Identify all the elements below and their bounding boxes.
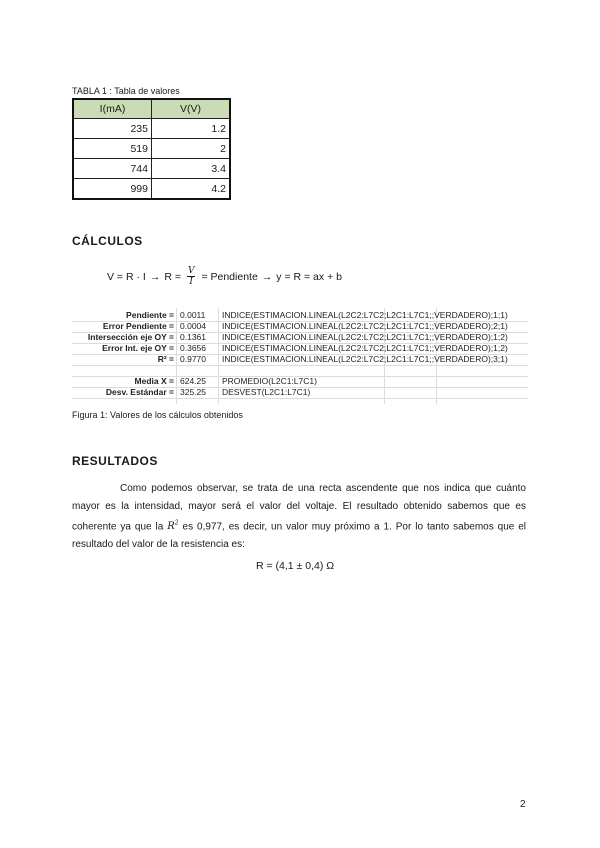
calc-value: 325.25: [180, 387, 206, 397]
formula-part-3: = Pendiente: [201, 270, 258, 283]
calc-value: 0.9770: [180, 354, 206, 364]
fraction-numerator: V: [187, 266, 195, 276]
r-exponent: 2: [174, 520, 179, 527]
arrow-icon: →: [149, 270, 161, 283]
table-row: [73, 119, 230, 139]
calc-label: Error Int. eje OY =: [102, 343, 174, 353]
section-heading-resultados: RESULTADOS: [72, 454, 158, 468]
calc-label: R² =: [157, 354, 174, 364]
calc-formula: INDICE(ESTIMACION.LINEAL(L2C2:L7C2;L2C1:L7C1;;VERDADERO);3;1): [222, 354, 508, 364]
cell-voltage: 4.2: [152, 179, 231, 200]
column-header-voltage: V(V): [152, 99, 231, 119]
calc-formula: DESVEST(L2C1:L7C1): [222, 387, 311, 397]
paragraph-text-start: Como podemos observar, se trata de una recta ascendente que nos indica que cuánto mayor es la intensidad, mayor será el valor del voltaje. El resultado obtenido sabemos que es coherente ya que la: [72, 483, 526, 533]
calc-label: Desv. Estándar =: [105, 387, 174, 397]
values-table: [72, 98, 231, 200]
calc-value: 0.3656: [180, 343, 206, 353]
cell-voltage: 1.2: [152, 119, 231, 139]
ohm-law-formula: [107, 266, 342, 287]
paragraph-text-end: es 0,977, es decir, un valor muy próximo a 1. Por lo tanto sabemos que el resultado del valor de la resistencia es:: [72, 521, 527, 550]
arrow-icon: →: [261, 270, 273, 283]
calc-row-desviacion: [72, 387, 528, 399]
resistance-result: R = (4,1 ± 0,4) Ω: [256, 560, 335, 572]
calc-label: Pendiente =: [126, 310, 174, 320]
page-number: 2: [520, 799, 526, 810]
table-row: [73, 159, 230, 179]
table-caption: TABLA 1 : Tabla de valores: [72, 86, 180, 96]
figure-caption: Figura 1: Valores de los cálculos obtenidos: [72, 410, 243, 420]
cell-voltage: 2: [152, 139, 231, 159]
table-row: [73, 179, 230, 200]
calc-value: 0.1361: [180, 332, 206, 342]
results-paragraph: [72, 480, 526, 553]
fraction-denominator: I: [189, 277, 193, 287]
table-row: [73, 139, 230, 159]
calc-formula: INDICE(ESTIMACION.LINEAL(L2C2:L7C2;L2C1:L7C1;;VERDADERO);1;1): [222, 310, 508, 320]
section-heading-calculos: CÁLCULOS: [72, 234, 143, 248]
calc-value: 0.0004: [180, 321, 206, 331]
column-header-current: I(mA): [73, 99, 152, 119]
fraction-v-over-i: [187, 266, 196, 287]
calc-label: Intersección eje OY =: [87, 332, 174, 342]
cell-current: 999: [73, 179, 152, 200]
calc-formula: INDICE(ESTIMACION.LINEAL(L2C2:L7C2;L2C1:L7C1;;VERDADERO);2;1): [222, 321, 508, 331]
calc-formula: PROMEDIO(L2C1:L7C1): [222, 376, 317, 386]
calc-value: 624.25: [180, 376, 206, 386]
calculations-spreadsheet: [72, 308, 528, 404]
calc-value: 0.0011: [180, 310, 206, 320]
cell-current: 235: [73, 119, 152, 139]
formula-part-4: y = R = ax + b: [276, 270, 342, 283]
formula-part-2: R =: [164, 270, 181, 283]
formula-part-1: V = R · I: [107, 270, 146, 283]
cell-voltage: 3.4: [152, 159, 231, 179]
table-header-row: [73, 99, 230, 119]
r-squared-symbol: [167, 521, 178, 532]
calc-formula: INDICE(ESTIMACION.LINEAL(L2C2:L7C2;L2C1:L7C1;;VERDADERO);1;2): [222, 343, 508, 353]
cell-current: 744: [73, 159, 152, 179]
calc-label: Media X =: [134, 376, 174, 386]
calc-formula: INDICE(ESTIMACION.LINEAL(L2C2:L7C2;L2C1:L7C1;;VERDADERO);1;2): [222, 332, 508, 342]
calc-label: Error Pendiente =: [102, 321, 174, 331]
cell-current: 519: [73, 139, 152, 159]
r-symbol: R: [167, 521, 175, 533]
